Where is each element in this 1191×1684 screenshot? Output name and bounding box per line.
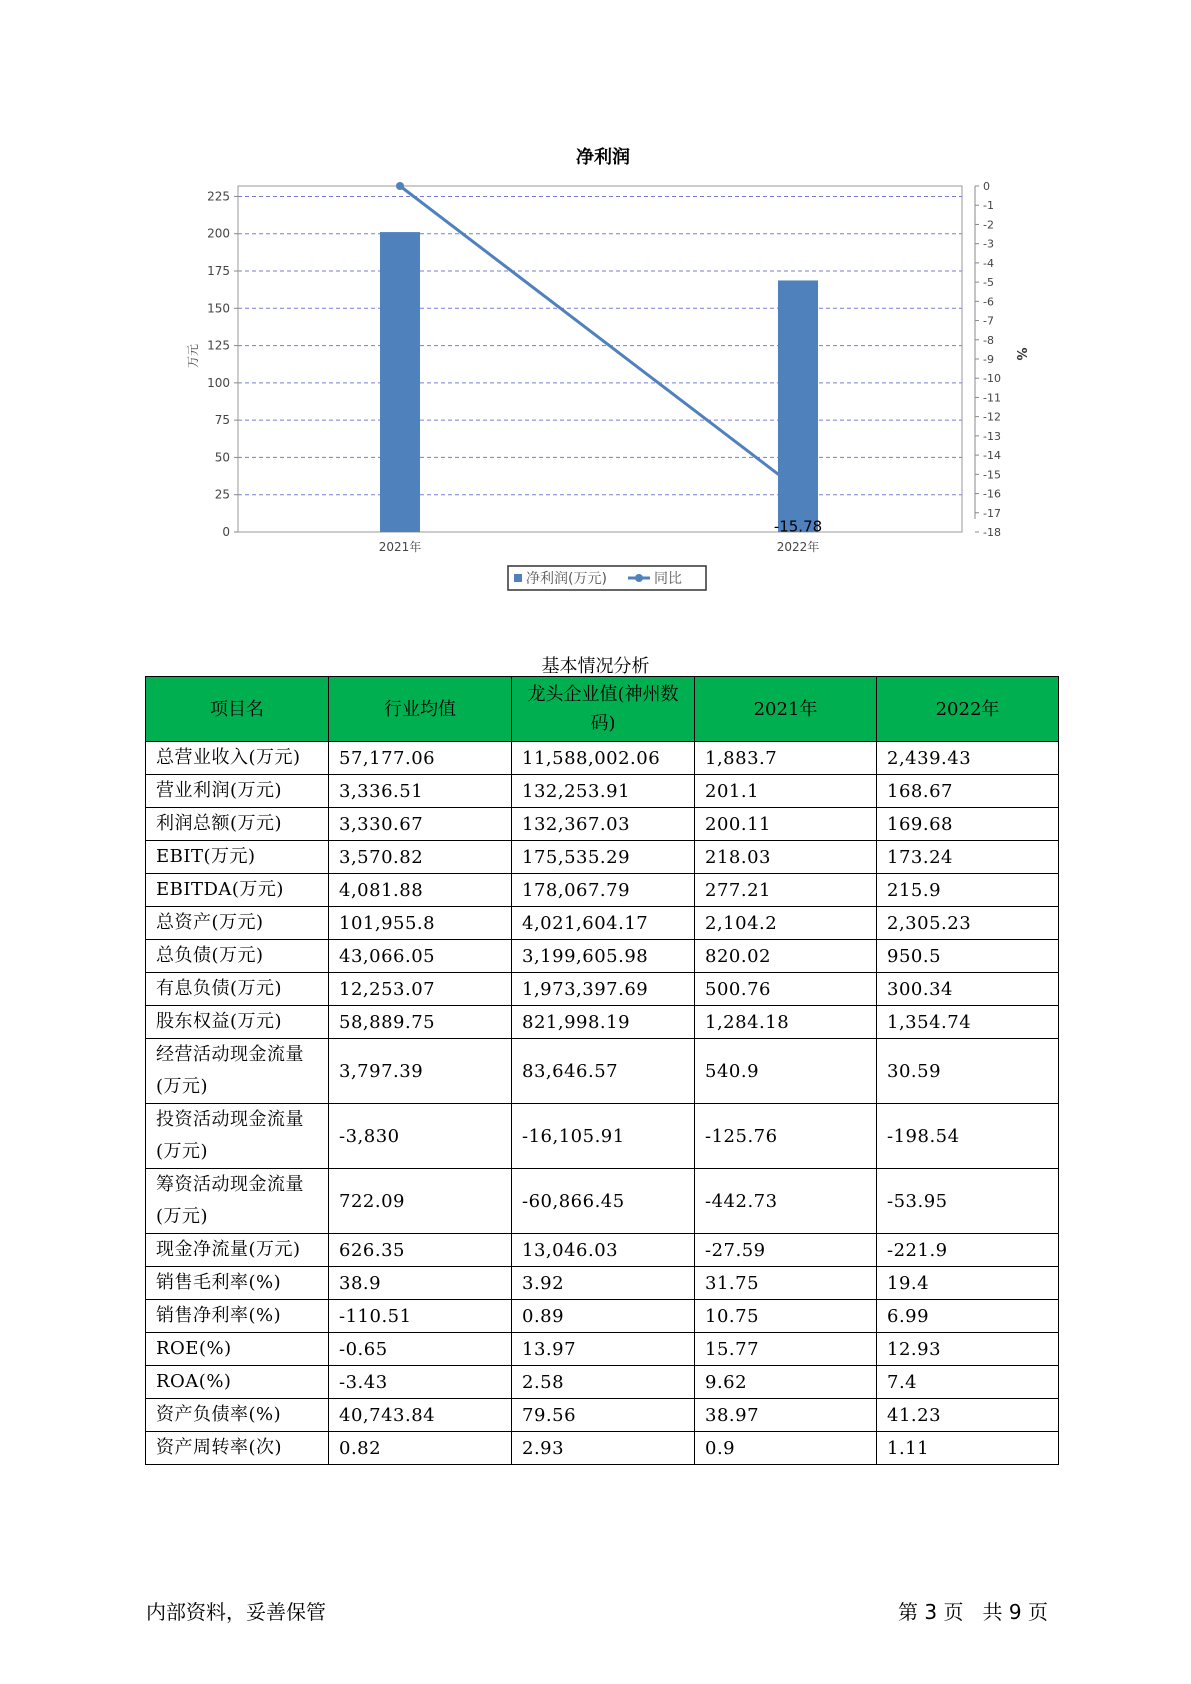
table-cell: 6.99	[877, 1300, 1059, 1333]
y-tick-label: 0	[222, 525, 230, 539]
table-row	[146, 742, 1059, 775]
table-cell: -125.76	[695, 1104, 877, 1169]
x-axis	[379, 539, 820, 554]
table-cell: 1,883.7	[695, 742, 877, 775]
page-suffix: 页	[1027, 1600, 1048, 1624]
table-row	[146, 1366, 1059, 1399]
row-label: 资产负债率(%)	[146, 1399, 329, 1432]
row-label: ROA(%)	[146, 1366, 329, 1399]
table-row	[146, 1300, 1059, 1333]
table-cell: 168.67	[877, 775, 1059, 808]
table-cell: 132,367.03	[512, 808, 695, 841]
table-cell: 58,889.75	[329, 1006, 512, 1039]
table-cell: 3,330.67	[329, 808, 512, 841]
table-header-row	[146, 677, 1059, 742]
page-number: 3	[924, 1600, 938, 1624]
table-row	[146, 775, 1059, 808]
table-cell: 0.82	[329, 1432, 512, 1465]
table-row	[146, 940, 1059, 973]
table-row	[146, 841, 1059, 874]
legend-bar-label: 净利润(万元)	[526, 571, 607, 587]
table-cell: 820.02	[695, 940, 877, 973]
analysis-table	[145, 676, 1059, 1465]
table-cell: -16,105.91	[512, 1104, 695, 1169]
table-cell: 2,305.23	[877, 907, 1059, 940]
table-cell: 169.68	[877, 808, 1059, 841]
y-right-tick-label: -2	[983, 218, 994, 232]
table-cell: 10.75	[695, 1300, 877, 1333]
yoy-data-label: -15.78	[773, 517, 823, 536]
table-cell: 31.75	[695, 1267, 877, 1300]
table-row	[146, 1234, 1059, 1267]
table-cell: 83,646.57	[512, 1039, 695, 1104]
y-right-tick-label: -3	[983, 237, 994, 251]
table-cell: 3,797.39	[329, 1039, 512, 1104]
header-2022: 2022年	[877, 677, 1059, 742]
y-axis-right	[975, 180, 1001, 539]
table-cell: 1,284.18	[695, 1006, 877, 1039]
table-cell: 41.23	[877, 1399, 1059, 1432]
row-label: 总负债(万元)	[146, 940, 329, 973]
row-label: 股东权益(万元)	[146, 1006, 329, 1039]
table-row	[146, 973, 1059, 1006]
table-cell: 2.93	[512, 1432, 695, 1465]
row-label: 总营业收入(万元)	[146, 742, 329, 775]
table-cell: 300.34	[877, 973, 1059, 1006]
table-cell: 132,253.91	[512, 775, 695, 808]
net-profit-chart	[0, 0, 1191, 620]
table-cell: -442.73	[695, 1169, 877, 1234]
table-cell: -53.95	[877, 1169, 1059, 1234]
table-cell: 38.97	[695, 1399, 877, 1432]
table-cell: 57,177.06	[329, 742, 512, 775]
table-cell: 3,199,605.98	[512, 940, 695, 973]
row-label: 投资活动现金流量(万元)	[146, 1104, 329, 1169]
table-cell: 1,354.74	[877, 1006, 1059, 1039]
bar	[778, 280, 818, 532]
y-tick-label: 200	[207, 226, 230, 241]
table-cell: 79.56	[512, 1399, 695, 1432]
y-right-tick-label: -8	[983, 333, 994, 347]
table-row	[146, 1039, 1059, 1104]
y-axis-left-label: 万元	[186, 343, 200, 369]
row-label: 营业利润(万元)	[146, 775, 329, 808]
table-cell: 7.4	[877, 1366, 1059, 1399]
table-cell: 173.24	[877, 841, 1059, 874]
table-cell: 277.21	[695, 874, 877, 907]
y-right-tick-label: -17	[983, 506, 1001, 520]
table-cell: 40,743.84	[329, 1399, 512, 1432]
y-right-tick-label: -15	[983, 468, 1001, 482]
x-tick-label: 2022年	[776, 540, 820, 554]
row-label: EBIT(万元)	[146, 841, 329, 874]
table-cell: 15.77	[695, 1333, 877, 1366]
y-right-tick-label: -11	[983, 391, 1001, 405]
y-tick-label: 175	[207, 264, 230, 279]
row-label: 筹资活动现金流量(万元)	[146, 1169, 329, 1234]
table-cell: 821,998.19	[512, 1006, 695, 1039]
row-label: 经营活动现金流量(万元)	[146, 1039, 329, 1104]
table-cell: 500.76	[695, 973, 877, 1006]
table-cell: -27.59	[695, 1234, 877, 1267]
row-label: 资产周转率(次)	[146, 1432, 329, 1465]
table-cell: 178,067.79	[512, 874, 695, 907]
header-2021: 2021年	[695, 677, 877, 742]
y-right-tick-label: -7	[983, 314, 994, 328]
table-title: 基本情况分析	[541, 656, 650, 677]
table-cell: 4,081.88	[329, 874, 512, 907]
page-mid: 页 共	[943, 1600, 1003, 1624]
table-cell: 13.97	[512, 1333, 695, 1366]
table-cell: -3,830	[329, 1104, 512, 1169]
table-row	[146, 1267, 1059, 1300]
table-cell: 38.9	[329, 1267, 512, 1300]
y-tick-label: 225	[207, 189, 230, 204]
table-cell: 1.11	[877, 1432, 1059, 1465]
plot-area	[238, 186, 962, 532]
bar-series	[380, 232, 818, 532]
legend-line-label: 同比	[654, 571, 682, 587]
header-industry-avg: 行业均值	[329, 677, 512, 742]
line-series	[396, 182, 822, 535]
y-tick-label: 150	[207, 301, 230, 316]
table-row	[146, 1169, 1059, 1234]
y-right-tick-label: -12	[983, 410, 1001, 424]
table-row	[146, 1399, 1059, 1432]
table-cell: -198.54	[877, 1104, 1059, 1169]
row-label: 利润总额(万元)	[146, 808, 329, 841]
table-cell: 215.9	[877, 874, 1059, 907]
table-row	[146, 1432, 1059, 1465]
x-tick-label: 2021年	[378, 540, 422, 554]
table-cell: 3,336.51	[329, 775, 512, 808]
page-prefix: 第	[898, 1600, 918, 1624]
y-right-tick-label: -6	[983, 295, 994, 309]
table-cell: 200.11	[695, 808, 877, 841]
table-row	[146, 874, 1059, 907]
table-cell: 950.5	[877, 940, 1059, 973]
footer-confidential-note: 内部资料，妥善保管	[146, 1600, 326, 1624]
table-cell: 1,973,397.69	[512, 973, 695, 1006]
table-cell: 626.35	[329, 1234, 512, 1267]
table-cell: 2,104.2	[695, 907, 877, 940]
table-cell: 12.93	[877, 1333, 1059, 1366]
y-right-tick-label: -16	[983, 487, 1001, 501]
table-cell: 13,046.03	[512, 1234, 695, 1267]
table-row	[146, 808, 1059, 841]
table-cell: 722.09	[329, 1169, 512, 1234]
table-row	[146, 907, 1059, 940]
y-right-tick-label: -10	[983, 372, 1001, 386]
table-cell: 3,570.82	[329, 841, 512, 874]
table-cell: 2.58	[512, 1366, 695, 1399]
chart-legend	[508, 566, 706, 590]
y-right-tick-label: -5	[983, 276, 994, 290]
table-cell: 201.1	[695, 775, 877, 808]
table-cell: 19.4	[877, 1267, 1059, 1300]
table-cell: 30.59	[877, 1039, 1059, 1104]
table-cell: 9.62	[695, 1366, 877, 1399]
page-total: 9	[1008, 1600, 1022, 1624]
y-right-tick-label: -9	[983, 353, 994, 366]
table-cell: 0.89	[512, 1300, 695, 1333]
table-cell: -221.9	[877, 1234, 1059, 1267]
table-cell: 12,253.07	[329, 973, 512, 1006]
y-axis-right-label: %	[1013, 347, 1028, 361]
table-cell: 175,535.29	[512, 841, 695, 874]
y-tick-label: 25	[214, 487, 230, 502]
legend-line-marker	[635, 574, 643, 582]
header-leader-value: 龙头企业值(神州数码)	[512, 677, 695, 742]
table-cell: 0.9	[695, 1432, 877, 1465]
y-tick-label: 100	[207, 375, 230, 390]
table-cell: 218.03	[695, 841, 877, 874]
header-item-name: 项目名	[146, 677, 329, 742]
y-right-tick-label: -1	[983, 199, 994, 213]
table-row	[146, 1006, 1059, 1039]
row-label: EBITDA(万元)	[146, 874, 329, 907]
table-cell: 3.92	[512, 1267, 695, 1300]
yoy-point	[794, 485, 802, 493]
table-row	[146, 1333, 1059, 1366]
y-tick-label: 75	[214, 413, 230, 428]
table-cell: -0.65	[329, 1333, 512, 1366]
y-right-tick-label: -4	[983, 256, 994, 270]
y-right-tick-label: -14	[983, 449, 1001, 463]
row-label: ROE(%)	[146, 1333, 329, 1366]
table-row	[146, 1104, 1059, 1169]
row-label: 现金净流量(万元)	[146, 1234, 329, 1267]
yoy-line	[400, 186, 798, 489]
bar	[380, 232, 420, 532]
yoy-point	[396, 182, 404, 190]
table-cell: 540.9	[695, 1039, 877, 1104]
table-cell: 11,588,002.06	[512, 742, 695, 775]
row-label: 销售净利率(%)	[146, 1300, 329, 1333]
table-cell: -3.43	[329, 1366, 512, 1399]
table-cell: -60,866.45	[512, 1169, 695, 1234]
y-axis-left	[207, 189, 238, 539]
y-tick-label: 50	[214, 450, 230, 465]
legend-bar-swatch	[514, 574, 522, 582]
table-cell: 43,066.05	[329, 940, 512, 973]
y-right-tick-label: 0	[983, 180, 990, 193]
table-cell: 4,021,604.17	[512, 907, 695, 940]
table-cell: 2,439.43	[877, 742, 1059, 775]
row-label: 总资产(万元)	[146, 907, 329, 940]
chart-title: 净利润	[576, 147, 630, 168]
y-right-tick-label: -18	[983, 526, 1001, 539]
table-cell: 101,955.8	[329, 907, 512, 940]
row-label: 有息负债(万元)	[146, 973, 329, 1006]
table-cell: -110.51	[329, 1300, 512, 1333]
chart-grid	[238, 196, 962, 494]
y-right-tick-label: -13	[983, 429, 1001, 443]
row-label: 销售毛利率(%)	[146, 1267, 329, 1300]
y-tick-label: 125	[207, 338, 230, 353]
footer-page-info	[898, 1596, 1048, 1625]
